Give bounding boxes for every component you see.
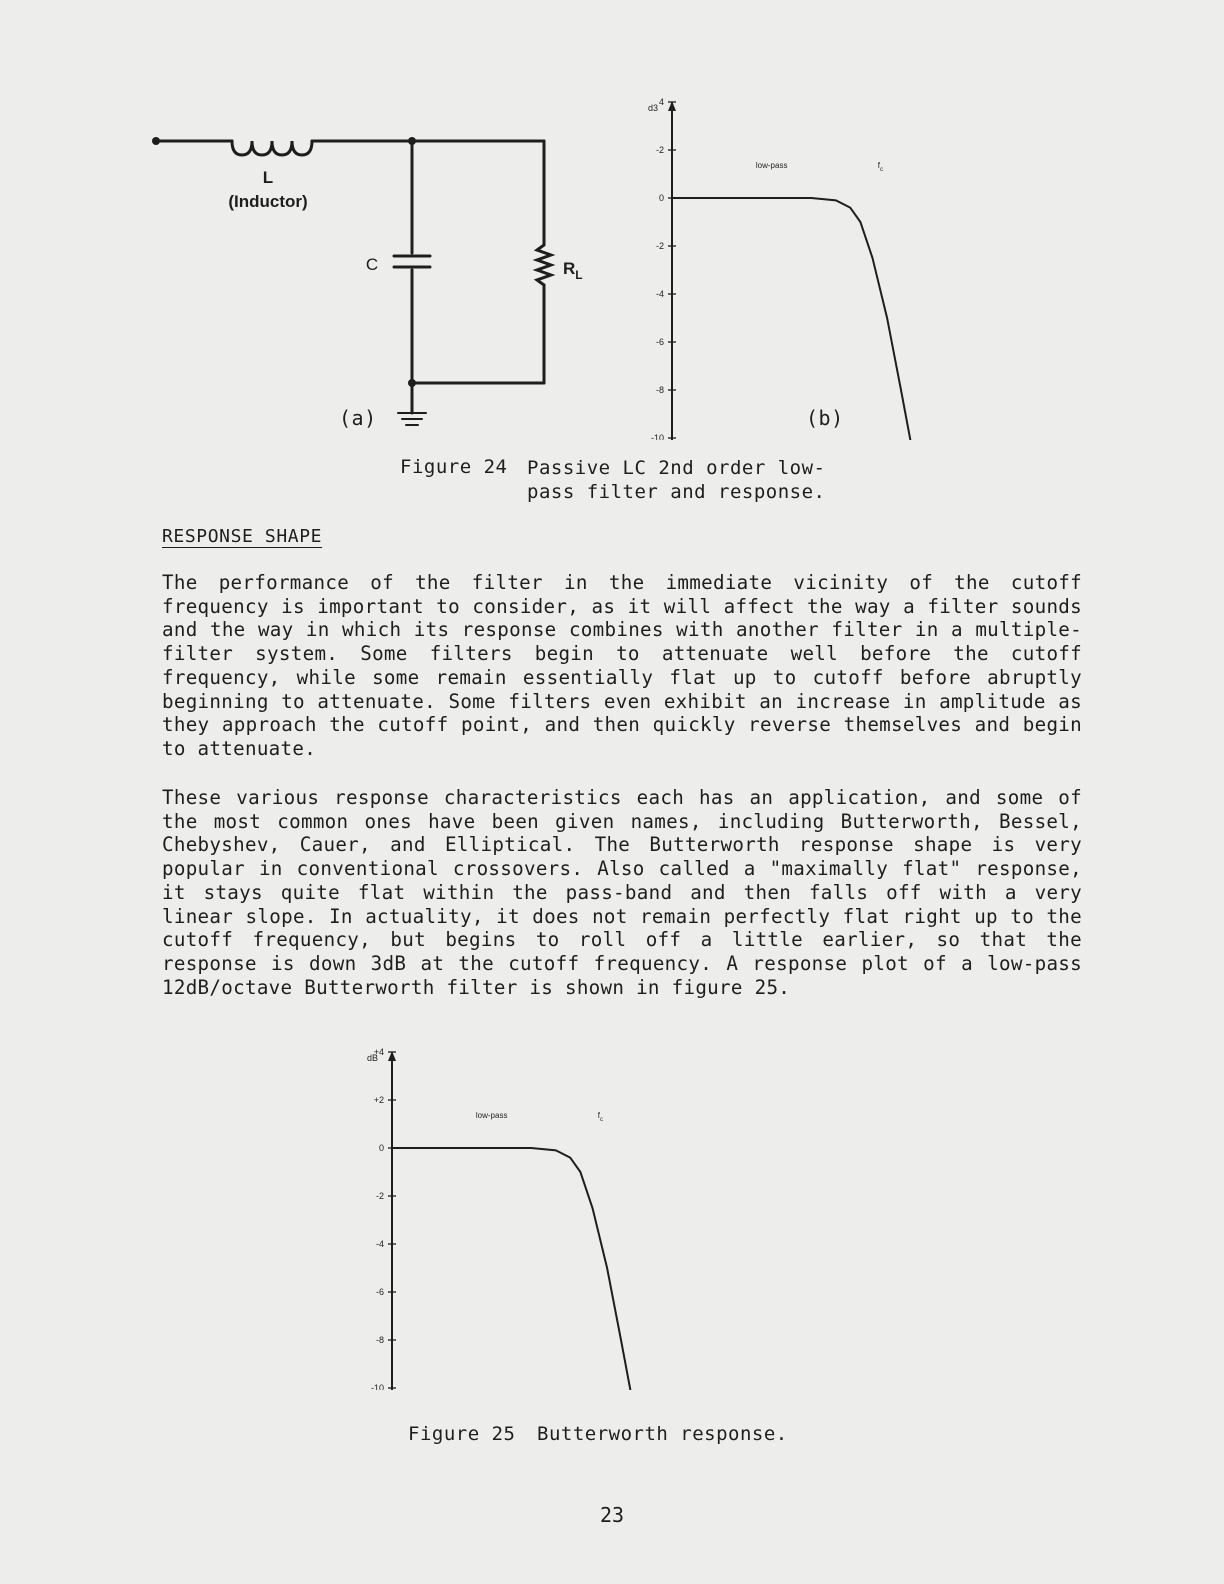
chart-annotation: low-pass	[755, 161, 788, 170]
y-tick-label: -4	[655, 289, 664, 299]
y-tick-label: 0	[378, 1143, 384, 1153]
chart-annotation: low-pass	[475, 1111, 508, 1120]
y-tick-label: -2	[655, 145, 664, 155]
section-heading: RESPONSE SHAPE	[162, 526, 323, 547]
figure-24-caption-line2: pass filter and response.	[527, 481, 826, 503]
y-tick-label: -2	[375, 1191, 384, 1201]
y-tick-label: -6	[655, 337, 664, 347]
resistor-symbol	[537, 245, 551, 285]
inductor-symbol-label: L	[262, 168, 274, 187]
y-tick-label: -6	[375, 1287, 384, 1297]
chart-annotation: $f_c$	[597, 1111, 604, 1123]
inductor-name-label: (Inductor)	[228, 192, 308, 211]
inductor-symbol	[232, 141, 312, 155]
y-tick-label: 0	[658, 193, 664, 203]
y-tick-label: -10	[650, 433, 664, 440]
response-curve	[672, 198, 944, 440]
figure-24b-chart	[610, 95, 1110, 440]
y-tick-label: -2	[655, 241, 664, 251]
figure-25-chart	[330, 1045, 830, 1390]
circuit-diagram	[140, 125, 610, 445]
resistor-label: $R_L$	[563, 259, 583, 282]
y-axis-title: d3	[647, 103, 658, 113]
panel-a-label: (a)	[339, 406, 377, 430]
figure-24-caption-line1: Passive LC 2nd order low-	[527, 457, 826, 479]
y-tick-label: -4	[375, 1239, 384, 1249]
y-tick-label: -10	[370, 1383, 384, 1390]
y-tick-label: 4	[658, 97, 664, 107]
y-tick-label: -8	[375, 1335, 384, 1345]
panel-b-label: (b)	[806, 406, 844, 430]
figure-25-caption-label: Figure 25	[408, 1423, 516, 1445]
y-tick-label: -8	[655, 385, 664, 395]
paragraph-1: The performance of the filter in the immediate vicinity of the cutoff frequency is important to consider, as it will affect the way a filter sounds and the way in which its response combines with another filter in a multiple-filter system. Some filters begin to attenuate well before the cutoff frequency, while some remain essentially flat up to cutoff before abruptly beginning to attenuate. Some filters even exhibit an increase in amplitude as they approach the cutoff point, and then quickly reverse themselves and begin to attenuate.	[162, 571, 1082, 760]
figure-24-caption-label: Figure 24	[400, 456, 508, 478]
y-tick-label: +4	[373, 1047, 384, 1057]
chart-annotation: $f_c$	[877, 161, 884, 173]
page-number: 23	[600, 1503, 625, 1527]
figure-25-caption-text: Butterworth response.	[537, 1423, 788, 1445]
response-curve	[392, 1148, 664, 1390]
paragraph-2: These various response characteristics each has an application, and some of the most common ones have been given names, including Butterworth, Bessel, Chebyshev, Cauer, and Elliptical. The Butterworth response shape is very popular in conventional crossovers. Also called a "maximally flat" response, it stays quite flat within the pass-band and then falls off with a very linear slope. In actuality, it does not remain perfectly flat right up to the cutoff frequency, but begins to roll off a little earlier, so that the response is down 3dB at the cutoff frequency. A response plot of a low-pass 12dB/octave Butterworth filter is shown in figure 25.	[162, 786, 1082, 999]
y-axis-title: dB	[366, 1053, 378, 1063]
capacitor-label: C	[365, 255, 379, 274]
y-tick-label: +2	[373, 1095, 384, 1105]
